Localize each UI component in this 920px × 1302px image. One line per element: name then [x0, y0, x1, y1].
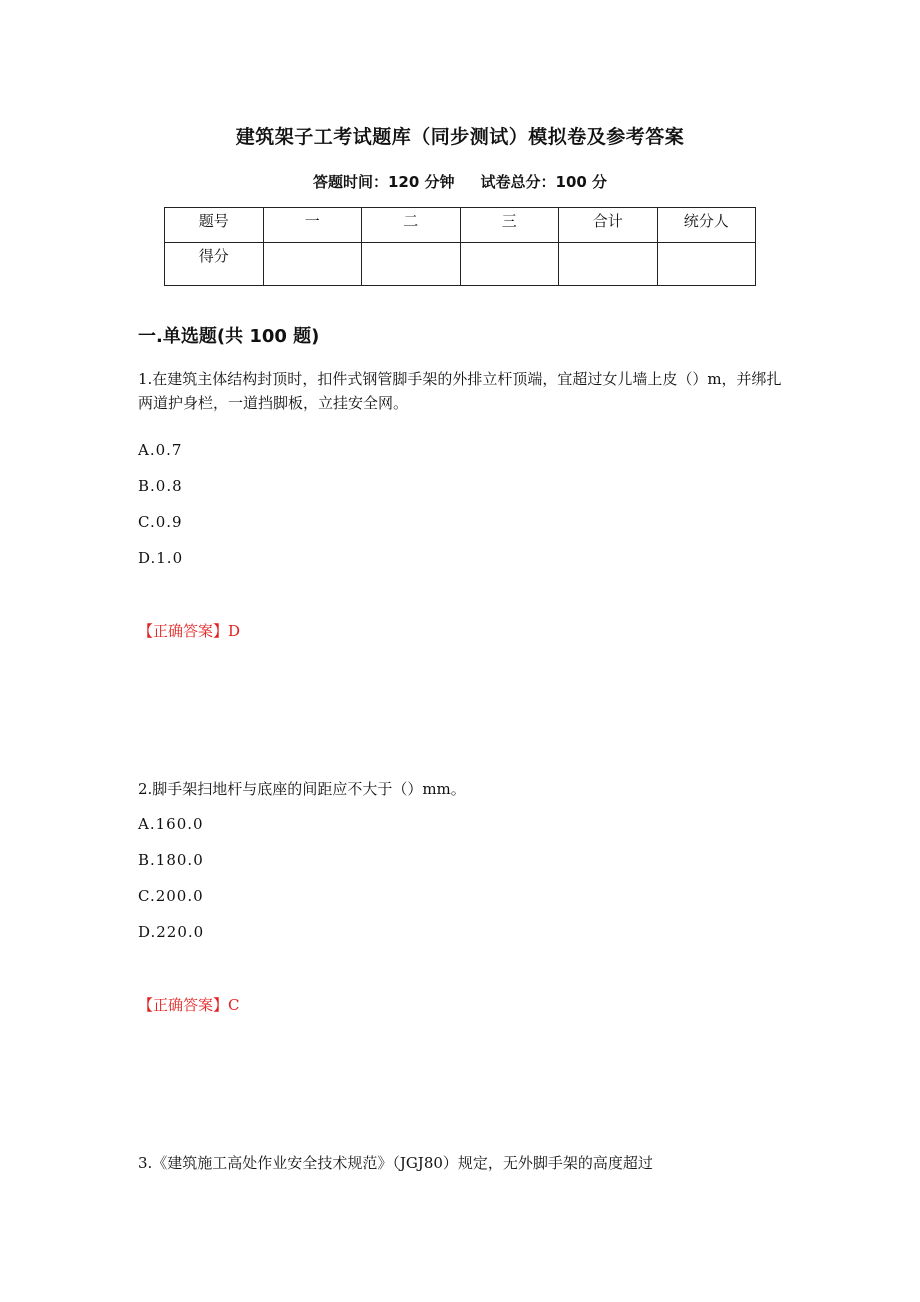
score-table-row-label: 得分	[165, 243, 264, 286]
score-table-empty-cell	[263, 243, 362, 286]
option-b: B.180.0	[138, 851, 204, 869]
exam-time: 答题时间：120 分钟	[312, 173, 455, 191]
section-heading: 一.单选题(共 100 题)	[138, 326, 320, 347]
score-table-empty-cell	[657, 243, 756, 286]
score-table-header-cell: 三	[460, 208, 559, 243]
score-table-header-cell: 二	[362, 208, 461, 243]
question-text: 2.脚手架扫地杆与底座的间距应不大于（）mm。	[138, 780, 466, 798]
option-a: A.0.7	[138, 441, 183, 459]
score-table-header-cell: 合计	[559, 208, 658, 243]
score-table-header-cell: 题号	[165, 208, 264, 243]
option-c: C.200.0	[138, 887, 204, 905]
option-d: D.220.0	[138, 923, 205, 941]
question-text: 1.在建筑主体结构封顶时，扣件式钢管脚手架的外排立杆顶端，宜超过女儿墙上皮（）m，并绑扎两道护身栏，一道挡脚板，立挂安全网。	[138, 370, 782, 412]
score-table-empty-cell	[362, 243, 461, 286]
document-title: 建筑架子工考试题库（同步测试）模拟卷及参考答案	[235, 126, 685, 148]
score-table-score-row	[165, 243, 756, 286]
score-table-empty-cell	[460, 243, 559, 286]
score-table	[164, 207, 756, 286]
score-table-header-cell: 统分人	[657, 208, 756, 243]
option-a: A.160.0	[138, 815, 204, 833]
score-table-empty-cell	[559, 243, 658, 286]
option-b: B.0.8	[138, 477, 183, 495]
score-table-header-row	[165, 208, 756, 243]
exam-meta	[0, 171, 920, 192]
exam-total-score: 试卷总分：100 分	[480, 173, 608, 191]
correct-answer: 【正确答案】D	[138, 622, 241, 640]
score-table-header-cell: 一	[263, 208, 362, 243]
question-text: 3.《建筑施工高处作业安全技术规范》（JGJ80）规定，无外脚手架的高度超过	[138, 1154, 653, 1172]
correct-answer: 【正确答案】C	[138, 996, 240, 1014]
option-c: C.0.9	[138, 513, 183, 531]
option-d: D.1.0	[138, 549, 184, 567]
